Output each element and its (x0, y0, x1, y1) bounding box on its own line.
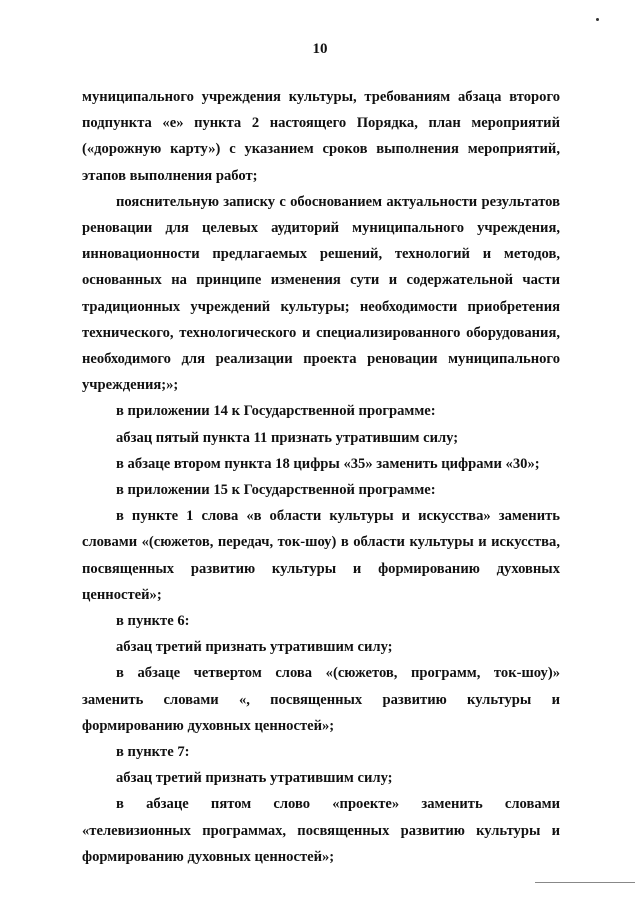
paragraph-1: муниципального учреждения культуры, требованиям абзаца второго подпункта «е» пункта 2 настоящего Порядка, план мероприятий («дорожную карту») с указанием сроков выполнения мероприятий, этапов выполнения работ; (82, 89, 560, 184)
paragraph-3: в приложении 14 к Государственной программе: (116, 403, 436, 420)
paragraph-2: пояснительную записку с обоснованием актуальности результатов реновации для целевых аудиторий муниципального учреждения, инновационности предлагаемых решений, технологий и методов, основанных на принципе изменения сути и содержательной части традиционных учреждений культуры; необходимости приобретения технического, технологического и специализированного оборудования, необходимого для реализации проекта реновации муниципального учреждения;»; (82, 193, 560, 394)
paragraph-13: в абзаце пятом слово «проекте» заменить словами «телевизионных программах, посвященных развитию культуры и формированию духовных ценностей»; (82, 796, 560, 865)
scan-edge-line (535, 882, 635, 883)
paragraph-4: абзац пятый пункта 11 признать утратившим силу; (116, 429, 459, 446)
paragraph-8: в пункте 6: (116, 613, 190, 630)
paragraph-12: абзац третий признать утратившим силу; (116, 770, 393, 787)
document-body (82, 84, 560, 870)
scan-mark (596, 18, 599, 21)
paragraph-9: абзац третий признать утратившим силу; (116, 639, 393, 656)
paragraph-5: в абзаце втором пункта 18 цифры «35» заменить цифрами «30»; (116, 455, 540, 472)
paragraph-6: в приложении 15 к Государственной программе: (116, 482, 436, 499)
paragraph-11: в пункте 7: (116, 744, 190, 761)
page-number: 10 (312, 41, 328, 57)
paragraph-10: в абзаце четвертом слова «(сюжетов, программ, ток-шоу)» заменить словами «, посвященных развитию культуры и формированию духовных ценностей»; (82, 665, 560, 734)
paragraph-7: в пункте 1 слова «в области культуры и искусства» заменить словами «(сюжетов, передач, ток-шоу) в области культуры и искусства, посвященных развитию культуры и формированию духовных ценностей»; (82, 508, 560, 603)
